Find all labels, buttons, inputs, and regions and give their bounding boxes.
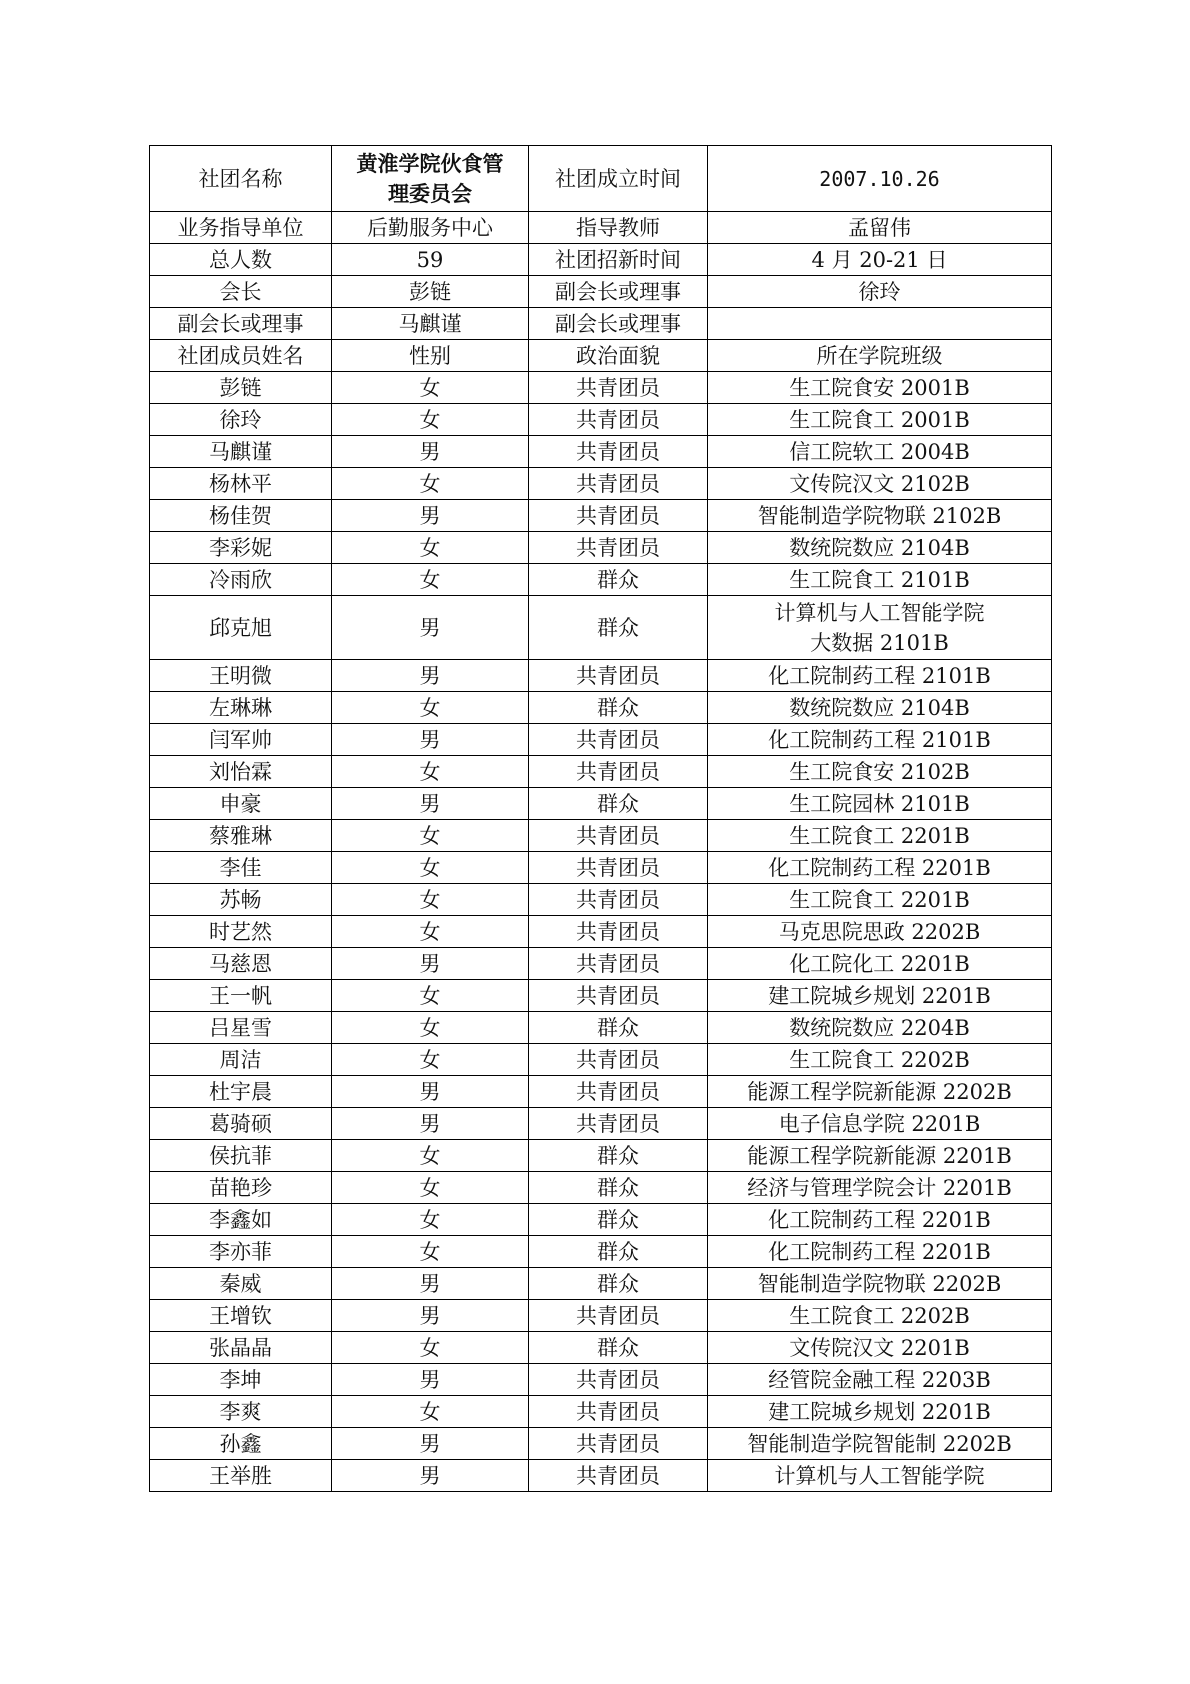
- member-class-cell: 计算机与人工智能学院: [708, 1460, 1052, 1492]
- vp-label-3: 副会长或理事: [529, 308, 708, 340]
- table-row: [150, 1044, 1052, 1076]
- member-name-cell: 李亦菲: [150, 1236, 332, 1268]
- member-class-cell: 数统院数应 2104B: [708, 532, 1052, 564]
- table-row: [150, 500, 1052, 532]
- column-header-class: 所在学院班级: [708, 340, 1052, 372]
- member-class-cell: 化工院制药工程 2101B: [708, 660, 1052, 692]
- guidance-unit-label: 业务指导单位: [150, 212, 332, 244]
- member-class-cell: 化工院制药工程 2201B: [708, 1236, 1052, 1268]
- member-gender-cell: 女: [332, 468, 529, 500]
- member-political-cell: 共青团员: [529, 852, 708, 884]
- member-political-cell: 共青团员: [529, 948, 708, 980]
- member-political-cell: 共青团员: [529, 1108, 708, 1140]
- column-header-political: 政治面貌: [529, 340, 708, 372]
- member-political-cell: 共青团员: [529, 1364, 708, 1396]
- member-political-cell: 共青团员: [529, 1460, 708, 1492]
- member-class-cell: 化工院制药工程 2201B: [708, 1204, 1052, 1236]
- member-name-cell: 苏畅: [150, 884, 332, 916]
- member-name-cell: 马慈恩: [150, 948, 332, 980]
- member-class-cell: 化工院制药工程 2201B: [708, 852, 1052, 884]
- member-political-cell: 共青团员: [529, 1076, 708, 1108]
- member-gender-cell: 男: [332, 1076, 529, 1108]
- member-gender-cell: 男: [332, 1460, 529, 1492]
- total-value: 59: [332, 244, 529, 276]
- member-political-cell: 共青团员: [529, 532, 708, 564]
- member-class-cell: 建工院城乡规划 2201B: [708, 980, 1052, 1012]
- member-political-cell: 共青团员: [529, 980, 708, 1012]
- table-row: [150, 916, 1052, 948]
- member-class-cell: 文传院汉文 2201B: [708, 1332, 1052, 1364]
- table-row: [150, 596, 1052, 660]
- vp-label-1: 副会长或理事: [529, 276, 708, 308]
- club-roster-table: [149, 145, 1052, 1492]
- table-row: [150, 948, 1052, 980]
- member-gender-cell: 女: [332, 756, 529, 788]
- member-name-cell: 李彩妮: [150, 532, 332, 564]
- member-name-cell: 邱克旭: [150, 596, 332, 660]
- member-class-cell: [708, 596, 1052, 660]
- member-political-cell: 共青团员: [529, 660, 708, 692]
- member-gender-cell: 女: [332, 372, 529, 404]
- founded-value: 2007.10.26: [708, 146, 1052, 212]
- member-gender-cell: 男: [332, 948, 529, 980]
- member-name-cell: 王一帆: [150, 980, 332, 1012]
- member-political-cell: 共青团员: [529, 820, 708, 852]
- member-name-cell: 左琳琳: [150, 692, 332, 724]
- member-name-cell: 张晶晶: [150, 1332, 332, 1364]
- member-political-cell: 群众: [529, 596, 708, 660]
- member-class-line1: 计算机与人工智能学院: [774, 600, 985, 625]
- member-name-cell: 王增钦: [150, 1300, 332, 1332]
- member-class-cell: 生工院食工 2202B: [708, 1300, 1052, 1332]
- member-name-cell: 时艺然: [150, 916, 332, 948]
- table-row: [150, 1172, 1052, 1204]
- member-gender-cell: 男: [332, 1364, 529, 1396]
- member-gender-cell: 女: [332, 916, 529, 948]
- member-political-cell: 群众: [529, 1204, 708, 1236]
- club-roster-sheet: [149, 145, 1051, 1492]
- member-gender-cell: 女: [332, 404, 529, 436]
- member-name-cell: 冷雨欣: [150, 564, 332, 596]
- member-class-cell: 信工院软工 2004B: [708, 436, 1052, 468]
- member-political-cell: 共青团员: [529, 404, 708, 436]
- guidance-unit-value: 后勤服务中心: [332, 212, 529, 244]
- member-class-cell: 生工院园林 2101B: [708, 788, 1052, 820]
- table-row: [150, 1236, 1052, 1268]
- table-row: [150, 1300, 1052, 1332]
- member-class-cell: 生工院食安 2001B: [708, 372, 1052, 404]
- column-header-gender: 性别: [332, 340, 529, 372]
- member-class-cell: 智能制造学院物联 2202B: [708, 1268, 1052, 1300]
- member-gender-cell: 女: [332, 980, 529, 1012]
- club-name-label: 社团名称: [150, 146, 332, 212]
- vp-value-1: 徐玲: [708, 276, 1052, 308]
- table-row: [150, 724, 1052, 756]
- member-gender-cell: 女: [332, 1236, 529, 1268]
- member-gender-cell: 男: [332, 1268, 529, 1300]
- table-row: [150, 1428, 1052, 1460]
- table-row: [150, 1140, 1052, 1172]
- member-gender-cell: 女: [332, 1140, 529, 1172]
- member-political-cell: 共青团员: [529, 916, 708, 948]
- member-political-cell: 共青团员: [529, 884, 708, 916]
- table-row: [150, 564, 1052, 596]
- club-name-value: [332, 146, 529, 212]
- vp-label-2: 副会长或理事: [150, 308, 332, 340]
- member-political-cell: 群众: [529, 1332, 708, 1364]
- member-gender-cell: 男: [332, 1428, 529, 1460]
- member-name-cell: 王举胜: [150, 1460, 332, 1492]
- member-name-cell: 李佳: [150, 852, 332, 884]
- member-gender-cell: 男: [332, 1108, 529, 1140]
- table-row: [150, 1108, 1052, 1140]
- member-name-cell: 吕星雪: [150, 1012, 332, 1044]
- table-row: [150, 404, 1052, 436]
- member-name-cell: 李鑫如: [150, 1204, 332, 1236]
- member-name-cell: 秦威: [150, 1268, 332, 1300]
- member-name-cell: 侯抗菲: [150, 1140, 332, 1172]
- table-row: [150, 884, 1052, 916]
- member-name-cell: 彭链: [150, 372, 332, 404]
- member-name-cell: 徐玲: [150, 404, 332, 436]
- member-name-cell: 申豪: [150, 788, 332, 820]
- member-name-cell: 葛骑硕: [150, 1108, 332, 1140]
- member-name-cell: 周洁: [150, 1044, 332, 1076]
- club-name-line2: 理委员会: [388, 180, 472, 206]
- member-political-cell: 群众: [529, 1236, 708, 1268]
- member-class-cell: 生工院食工 2201B: [708, 820, 1052, 852]
- member-class-cell: 智能制造学院物联 2102B: [708, 500, 1052, 532]
- header-row-club: [150, 146, 1052, 212]
- member-class-cell: 化工院制药工程 2101B: [708, 724, 1052, 756]
- member-name-cell: 苗艳珍: [150, 1172, 332, 1204]
- member-political-cell: 共青团员: [529, 724, 708, 756]
- table-row: [150, 1364, 1052, 1396]
- total-label: 总人数: [150, 244, 332, 276]
- member-name-cell: 李爽: [150, 1396, 332, 1428]
- table-row: [150, 468, 1052, 500]
- member-political-cell: 共青团员: [529, 1396, 708, 1428]
- vp-value-2: 马麒谨: [332, 308, 529, 340]
- member-gender-cell: 女: [332, 692, 529, 724]
- recruit-value: 4 月 20-21 日: [708, 244, 1052, 276]
- founded-label: 社团成立时间: [529, 146, 708, 212]
- member-name-cell: 杜宇晨: [150, 1076, 332, 1108]
- member-political-cell: 共青团员: [529, 1428, 708, 1460]
- table-row: [150, 1332, 1052, 1364]
- member-name-cell: 王明微: [150, 660, 332, 692]
- member-name-cell: 李坤: [150, 1364, 332, 1396]
- table-row: [150, 1076, 1052, 1108]
- member-gender-cell: 女: [332, 1396, 529, 1428]
- member-class-cell: 生工院食工 2001B: [708, 404, 1052, 436]
- header-row-guidance: [150, 212, 1052, 244]
- member-name-cell: 杨林平: [150, 468, 332, 500]
- member-class-cell: 建工院城乡规划 2201B: [708, 1396, 1052, 1428]
- member-class-cell: 化工院化工 2201B: [708, 948, 1052, 980]
- member-class-cell: 能源工程学院新能源 2201B: [708, 1140, 1052, 1172]
- table-row: [150, 1460, 1052, 1492]
- member-gender-cell: 男: [332, 788, 529, 820]
- member-class-cell: 文传院汉文 2102B: [708, 468, 1052, 500]
- member-political-cell: 群众: [529, 692, 708, 724]
- member-class-cell: 经管院金融工程 2203B: [708, 1364, 1052, 1396]
- member-gender-cell: 女: [332, 1044, 529, 1076]
- member-gender-cell: 男: [332, 1300, 529, 1332]
- president-value: 彭链: [332, 276, 529, 308]
- column-header-name: 社团成员姓名: [150, 340, 332, 372]
- member-gender-cell: 男: [332, 596, 529, 660]
- member-gender-cell: 女: [332, 1012, 529, 1044]
- member-class-cell: 电子信息学院 2201B: [708, 1108, 1052, 1140]
- table-row: [150, 436, 1052, 468]
- member-class-cell: 数统院数应 2204B: [708, 1012, 1052, 1044]
- table-row: [150, 1012, 1052, 1044]
- member-name-cell: 刘怡霖: [150, 756, 332, 788]
- table-row: [150, 1204, 1052, 1236]
- member-political-cell: 群众: [529, 564, 708, 596]
- member-class-cell: 生工院食工 2201B: [708, 884, 1052, 916]
- table-row: [150, 980, 1052, 1012]
- member-gender-cell: 男: [332, 724, 529, 756]
- table-row: [150, 692, 1052, 724]
- column-header-row: [150, 340, 1052, 372]
- member-class-cell: 生工院食工 2202B: [708, 1044, 1052, 1076]
- member-political-cell: 共青团员: [529, 436, 708, 468]
- member-name-cell: 杨佳贺: [150, 500, 332, 532]
- member-name-cell: 闫军帅: [150, 724, 332, 756]
- header-row-president: [150, 276, 1052, 308]
- table-row: [150, 372, 1052, 404]
- member-gender-cell: 女: [332, 884, 529, 916]
- member-class-cell: 马克思院思政 2202B: [708, 916, 1052, 948]
- member-political-cell: 共青团员: [529, 756, 708, 788]
- member-class-line2: 大数据 2101B: [810, 630, 949, 655]
- president-label: 会长: [150, 276, 332, 308]
- club-name-line1: 黄淮学院伙食管: [356, 150, 504, 176]
- table-row: [150, 788, 1052, 820]
- member-gender-cell: 女: [332, 564, 529, 596]
- member-class-cell: 生工院食安 2102B: [708, 756, 1052, 788]
- member-gender-cell: 男: [332, 436, 529, 468]
- table-row: [150, 532, 1052, 564]
- member-political-cell: 群众: [529, 1172, 708, 1204]
- member-political-cell: 共青团员: [529, 500, 708, 532]
- member-name-cell: 蔡雅琳: [150, 820, 332, 852]
- table-row: [150, 1396, 1052, 1428]
- member-class-cell: 数统院数应 2104B: [708, 692, 1052, 724]
- table-row: [150, 852, 1052, 884]
- member-name-cell: 马麒谨: [150, 436, 332, 468]
- member-gender-cell: 女: [332, 532, 529, 564]
- header-row-vp: [150, 308, 1052, 340]
- recruit-label: 社团招新时间: [529, 244, 708, 276]
- table-row: [150, 756, 1052, 788]
- table-row: [150, 1268, 1052, 1300]
- member-political-cell: 共青团员: [529, 1044, 708, 1076]
- member-gender-cell: 男: [332, 500, 529, 532]
- table-row: [150, 660, 1052, 692]
- member-class-cell: 能源工程学院新能源 2202B: [708, 1076, 1052, 1108]
- member-class-cell: 智能制造学院智能制 2202B: [708, 1428, 1052, 1460]
- member-gender-cell: 女: [332, 820, 529, 852]
- member-gender-cell: 男: [332, 660, 529, 692]
- member-political-cell: 群众: [529, 788, 708, 820]
- advisor-value: 孟留伟: [708, 212, 1052, 244]
- member-class-cell: 经济与管理学院会计 2201B: [708, 1172, 1052, 1204]
- header-row-total: [150, 244, 1052, 276]
- vp-value-3: [708, 308, 1052, 340]
- member-class-cell: 生工院食工 2101B: [708, 564, 1052, 596]
- member-gender-cell: 女: [332, 1204, 529, 1236]
- member-political-cell: 共青团员: [529, 1300, 708, 1332]
- member-political-cell: 群众: [529, 1012, 708, 1044]
- member-political-cell: 群众: [529, 1140, 708, 1172]
- table-row: [150, 820, 1052, 852]
- advisor-label: 指导教师: [529, 212, 708, 244]
- member-political-cell: 共青团员: [529, 468, 708, 500]
- member-gender-cell: 女: [332, 1172, 529, 1204]
- member-political-cell: 共青团员: [529, 372, 708, 404]
- member-gender-cell: 女: [332, 852, 529, 884]
- member-name-cell: 孙鑫: [150, 1428, 332, 1460]
- member-gender-cell: 女: [332, 1332, 529, 1364]
- member-political-cell: 群众: [529, 1268, 708, 1300]
